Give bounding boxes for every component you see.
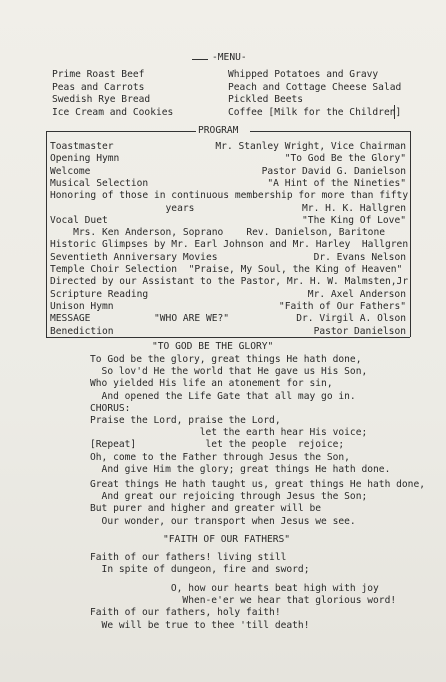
- hymn-line: Oh, come to the Father through Jesus the Son,: [90, 451, 350, 463]
- hymn-line: let the earth hear His voice;: [90, 427, 368, 439]
- program-item-label: Vocal Duet: [50, 214, 108, 226]
- hymn-line: Faith of our fathers! living still: [90, 552, 287, 563]
- program-box-right: [410, 131, 411, 337]
- program-item-label: MESSAGE: [50, 313, 91, 325]
- menu-item: Pickled Beets: [228, 94, 304, 105]
- program-item-value: "A Hint of the Nineties": [267, 177, 406, 189]
- menu-bracket: [394, 105, 395, 119]
- hymn-line: And great our rejoicing through Jesus the Son;: [90, 491, 368, 503]
- program-item-label: Directed by our Assistant to the Pastor, Mr. H. W. Malmsten,Jr: [50, 276, 409, 288]
- program-title: PROGRAM: [198, 125, 239, 136]
- program-row: [50, 264, 406, 276]
- program-row: [50, 141, 406, 153]
- menu-item: Peach and Cottage Cheese Salad: [228, 81, 402, 93]
- program-row: [50, 301, 406, 313]
- program-item-value: Mr. Axel Anderson: [307, 288, 406, 300]
- menu-item: Peas and Carrots: [52, 81, 145, 93]
- hymn-line: [Repeat] let the people rejoice;: [90, 439, 345, 451]
- program-item-label: Welcome: [50, 165, 91, 177]
- hymn-line: Who yielded His life an atonement for sin,: [90, 378, 333, 390]
- program-box-top-right: [250, 131, 410, 132]
- program-row: [50, 326, 406, 338]
- program-box-top-left: [46, 131, 196, 132]
- program-item-label: Historic Glimpses by Mr. Earl Johnson and Mr. Harley Hallgren: [50, 239, 409, 251]
- program-item-label: Temple Choir Selection "Praise, My Soul, the King of Heaven": [50, 264, 403, 275]
- hymn-line: Praise the Lord, praise the Lord,: [90, 415, 281, 426]
- program-item-label: years: [50, 202, 195, 214]
- hymn-line: CHORUS:: [90, 402, 131, 414]
- hymn-line: Our wonder, our transport when Jesus we see.: [90, 515, 356, 527]
- program-item-label: Scripture Reading: [50, 288, 149, 300]
- program-row: [50, 239, 409, 251]
- program-item-value: "The King Of Love": [302, 214, 406, 226]
- program-item-value: "Faith of Our Fathers": [278, 300, 406, 312]
- program-row: [50, 289, 406, 301]
- program-item-title: "WHO ARE WE?": [154, 313, 230, 325]
- program-item-label: Honoring of those in continuous membership for more than fifty: [50, 190, 409, 202]
- program-item-value: Mr. Stanley Wright, Vice Chairman: [215, 141, 406, 152]
- menu-rule-left: [192, 59, 208, 60]
- program-row: [50, 227, 406, 239]
- program-box-left: [46, 131, 47, 337]
- hymn-line: Faith of our fathers, holy faith!: [90, 607, 281, 619]
- program-row: [50, 166, 406, 178]
- hymn-line: Great things He hath taught us, great things He hath done,: [90, 479, 426, 490]
- hymn-line: When-e'er we hear that glorious word!: [90, 594, 397, 606]
- program-item-label: Toastmaster: [50, 141, 114, 152]
- program-item-label: Musical Selection: [50, 177, 149, 189]
- hymn1-title: "TO GOD BE THE GLORY": [152, 341, 274, 352]
- menu-title: -MENU-: [212, 52, 247, 63]
- program-row: [50, 276, 409, 288]
- program-row: [50, 153, 406, 165]
- program-item-value: "To God Be the Glory": [284, 153, 406, 165]
- program-item-value: Pastor David G. Danielson: [261, 165, 406, 177]
- program-row: [50, 313, 406, 325]
- hymn-line: So lov'd He the world that He gave us His Son,: [90, 366, 368, 378]
- program-item-value: Dr. Virgil A. Olson: [296, 313, 406, 325]
- program-item-value: Dr. Evans Nelson: [313, 251, 406, 263]
- hymn-line: And opened the Life Gate that all may go in.: [90, 390, 356, 402]
- menu-item: Prime Roast Beef: [52, 69, 145, 80]
- hymn-line: We will be true to thee 'till death!: [90, 619, 310, 631]
- program-item-value: Mr. H. K. Hallgren: [302, 202, 406, 214]
- program-item-value: Pastor Danielson: [313, 325, 406, 337]
- hymn-line: In spite of dungeon, fire and sword;: [90, 564, 310, 576]
- hymn2-title: "FAITH OF OUR FATHERS": [163, 534, 291, 545]
- menu-item: Whipped Potatoes and Gravy: [228, 69, 379, 80]
- hymn-line: O, how our hearts beat high with joy: [90, 582, 379, 594]
- hymn-line: To God be the glory, great things He hath done,: [90, 354, 362, 365]
- program-row: [50, 252, 406, 264]
- program-item-label: Benediction: [50, 325, 114, 337]
- program-row: [50, 203, 406, 215]
- menu-item: Coffee [Milk for the Children]: [228, 106, 402, 118]
- program-item-label: Opening Hymn: [50, 153, 120, 165]
- menu-item: Swedish Rye Bread: [52, 94, 151, 105]
- program-row: [50, 190, 409, 202]
- program-item-label: Mrs. Ken Anderson, Soprano Rev. Danielson, Baritone: [50, 227, 386, 239]
- hymn-line: But purer and higher and greater will be: [90, 503, 322, 515]
- program-item-label: Seventieth Anniversary Movies: [50, 251, 218, 263]
- program-row: [50, 178, 406, 190]
- hymn-line: And give Him the glory; great things He hath done.: [90, 463, 391, 475]
- program-item-label: Unison Hymn: [50, 300, 114, 312]
- menu-item: Ice Cream and Cookies: [52, 106, 174, 118]
- program-row: [50, 215, 406, 227]
